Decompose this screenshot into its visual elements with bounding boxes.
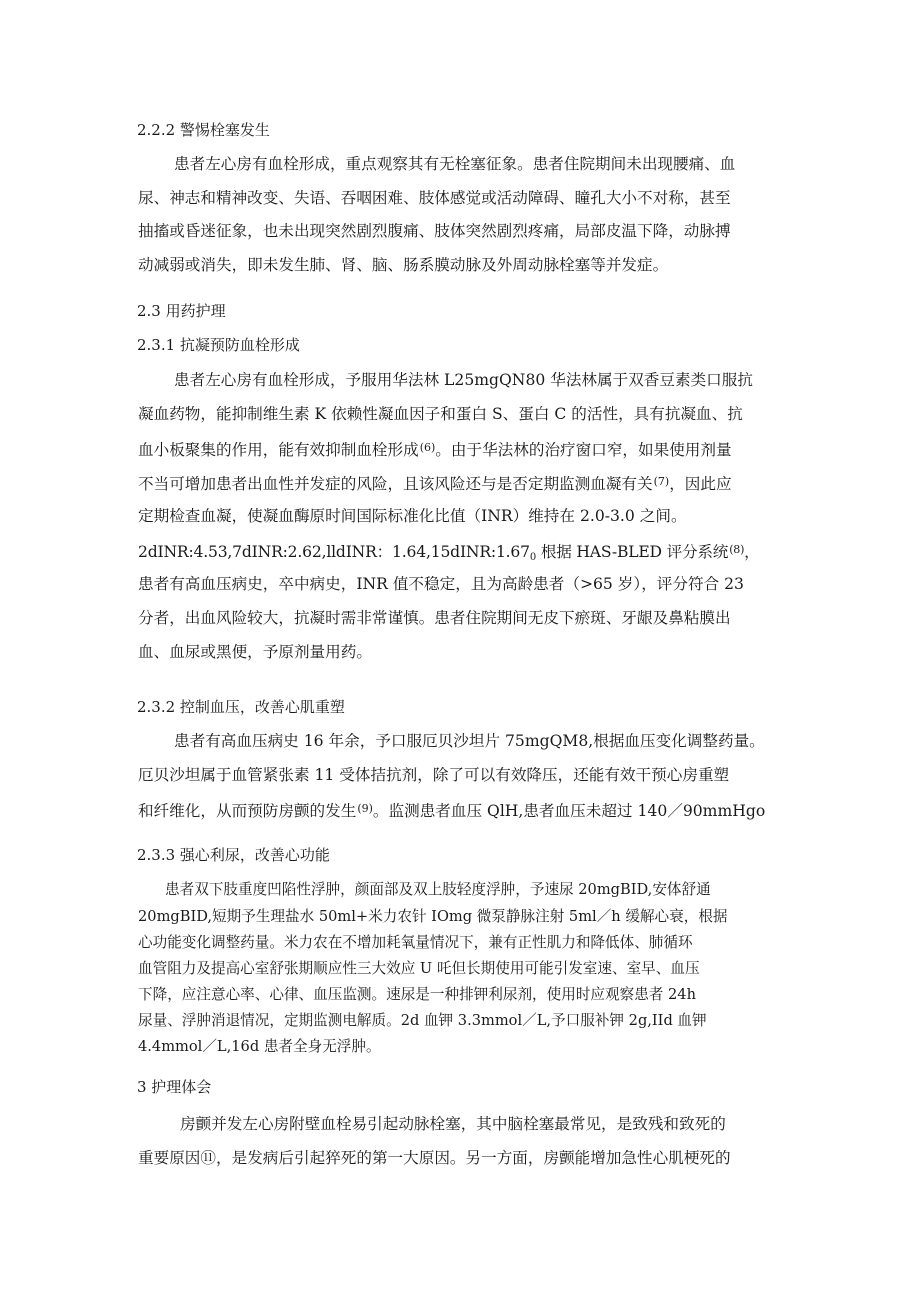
paragraph-line: 20mgBID,短期予生理盐水 50ml+米力农针 IOmg 微泵静脉注射 5ml／h 缓解心衰，根据 bbox=[138, 908, 728, 925]
paragraph-line: 分者，出血风险较大，抗凝时需非常谨慎。患者住院期间无皮下瘀斑、牙龈及鼻粘膜出 bbox=[138, 609, 731, 627]
paragraph-line bbox=[138, 437, 732, 461]
text-segment: 。监测患者血压 QlH,患者血压未超过 140／90mmHgo bbox=[372, 802, 766, 820]
paragraph-line: 抽搐或昏迷征象，也未出现突然剧烈腹痛、肢体突然剧烈疼痛，局部皮温下降，动脉搏 bbox=[138, 222, 731, 240]
paragraph-line bbox=[138, 539, 760, 569]
paragraph-line bbox=[138, 1147, 731, 1169]
subscript: 0 bbox=[529, 552, 537, 563]
citation-ref: ⑪ bbox=[200, 1149, 216, 1167]
paragraph-line: 4.4mmol／L,16d 患者全身无浮肿。 bbox=[138, 1038, 381, 1055]
paragraph-line: 患者有高血压病史 16 年余，予口服厄贝沙坦片 75mgQM8,根据血压变化调整药量。 bbox=[174, 732, 765, 750]
citation-ref: (8) bbox=[729, 543, 745, 556]
paragraph-line: 动减弱或消失，即未发生肺、肾、脑、肠系膜动脉及外周动脉栓塞等并发症。 bbox=[138, 256, 669, 274]
paragraph-line: 心功能变化调整药量。米力农在不增加耗氧量情况下，兼有正性肌力和降低体、肺循环 bbox=[138, 934, 693, 951]
text-segment: ，因此应 bbox=[669, 475, 732, 493]
paragraph-line bbox=[138, 471, 732, 495]
text-segment: ， bbox=[744, 543, 760, 561]
paragraph-line: 房颤并发左心房附壁血栓易引起动脉栓塞，其中脑栓塞最常见，是致残和致死的 bbox=[180, 1115, 726, 1133]
text-segment: 血小板聚集的作用，能有效抑制血栓形成 bbox=[138, 441, 419, 459]
text-segment: 2dINR:4.53,7dINR:2.62,lldINR：1.64,15dINR:1.67 bbox=[138, 543, 530, 561]
text-segment: 不当可增加患者出血性并发症的风险，且该风险还与是否定期监测血凝有关 bbox=[138, 475, 653, 493]
text-segment: 和纤维化，从而预防房颤的发生 bbox=[138, 802, 357, 820]
paragraph-line: 定期检查血凝，使凝血酶原时间国际标准化比值（INR）维持在 2.0-3.0 之间。 bbox=[138, 507, 687, 525]
citation-ref: (7) bbox=[653, 475, 670, 488]
paragraph-line: 尿、神志和精神改变、失语、吞咽困难、肢体感觉或活动障碍、瞳孔大小不对称，甚至 bbox=[138, 189, 731, 207]
paragraph-line: 患者左心房有血栓形成，予服用华法林 L25mgQN80 华法林属于双香豆素类口服抗 bbox=[174, 371, 753, 389]
paragraph-line bbox=[138, 798, 765, 822]
paragraph-line: 下降，应注意心率、心律、血压监测。速尿是一种排钾利尿剂，使用时应观察患者 24h bbox=[138, 986, 696, 1003]
heading-2-3-1: 2.3.1 抗凝预防血栓形成 bbox=[137, 336, 300, 354]
paragraph-line: 血、血尿或黑便，予原剂量用药。 bbox=[138, 643, 372, 661]
paragraph-line: 患者有高血压病史，卒中病史，INR 值不稳定，且为高龄患者（>65 岁），评分符合 23 bbox=[138, 575, 744, 593]
heading-2-3-2: 2.3.2 控制血压，改善心肌重塑 bbox=[137, 698, 345, 716]
citation-ref: (6) bbox=[419, 441, 436, 454]
paragraph-line: 厄贝沙坦属于血管紧张素 11 受体拮抗剂，除了可以有效降压，还能有效干预心房重塑 bbox=[138, 766, 730, 784]
text-segment: ，是发病后引起猝死的第一大原因。另一方面，房颤能增加急性心肌梗死的 bbox=[216, 1149, 731, 1167]
text-segment: 重要原因 bbox=[138, 1149, 201, 1167]
citation-ref: (9) bbox=[357, 802, 373, 815]
paragraph-line: 尿量、浮肿消退情况，定期监测电解质。2d 血钾 3.3mmol／L,予口服补钾 2g,IId 血钾 bbox=[138, 1012, 707, 1029]
paragraph-line: 血管阻力及提高心室舒张期顺应性三大效应 U 吒但长期使用可能引发室速、室早、血压 bbox=[138, 960, 700, 977]
text-segment: 。由于华法林的治疗窗口窄，如果使用剂量 bbox=[435, 441, 732, 459]
heading-2-3-3: 2.3.3 强心利尿，改善心功能 bbox=[137, 846, 330, 864]
paragraph-line: 患者双下肢重度凹陷性浮肿，颜面部及双上肢轻度浮肿，予速尿 20mgBID,安体舒通 bbox=[165, 881, 711, 898]
heading-2-3: 2.3 用药护理 bbox=[137, 302, 226, 320]
paragraph-line: 患者左心房有血栓形成，重点观察其有无栓塞征象。患者住院期间未出现腰痛、血 bbox=[174, 155, 736, 173]
heading-2-2-2: 2.2.2 警惕栓塞发生 bbox=[137, 121, 270, 139]
heading-3: 3 护理体会 bbox=[137, 1078, 212, 1096]
paragraph-line: 凝血药物，能抑制维生素 K 依赖性凝血因子和蛋白 S、蛋白 C 的活性，具有抗凝血、抗 bbox=[138, 405, 743, 423]
text-segment: 根据 HAS-BLED 评分系统 bbox=[540, 543, 729, 561]
